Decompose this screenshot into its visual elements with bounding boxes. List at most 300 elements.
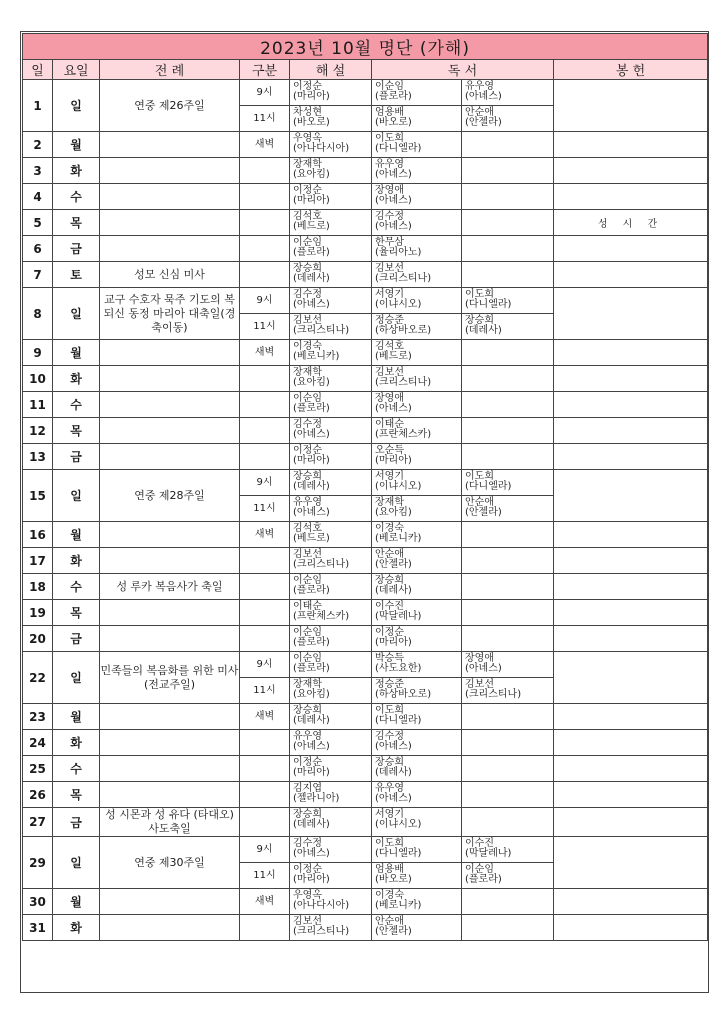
day-row bbox=[23, 288, 708, 314]
baptismal-name: (아녜스) bbox=[375, 195, 412, 206]
service-cell bbox=[554, 652, 708, 704]
person-name: 이태순 bbox=[375, 419, 404, 430]
reader-1-cell bbox=[372, 889, 462, 915]
person-name: 이경숙 bbox=[293, 341, 322, 352]
liturgy-cell bbox=[100, 782, 240, 808]
day-row bbox=[23, 548, 708, 574]
person-name: 김석호 bbox=[293, 211, 322, 222]
reader-2-cell bbox=[462, 837, 554, 863]
commentator-cell bbox=[290, 80, 372, 106]
time-slot bbox=[240, 600, 290, 626]
reader-2-cell bbox=[462, 808, 554, 837]
reader-1-cell bbox=[372, 470, 462, 496]
service-cell bbox=[554, 392, 708, 418]
reader-1-cell bbox=[372, 522, 462, 548]
reader-2-cell bbox=[462, 314, 554, 340]
baptismal-name: (요아킴) bbox=[293, 169, 330, 180]
weekday: 월 bbox=[53, 704, 100, 730]
weekday: 일 bbox=[53, 288, 100, 340]
day-number: 18 bbox=[23, 574, 53, 600]
baptismal-name: (크리스티나) bbox=[375, 273, 432, 284]
person-name: 서영기 bbox=[375, 289, 404, 300]
header-weekday: 요일 bbox=[53, 60, 100, 80]
person-name: 유우영 bbox=[375, 159, 404, 170]
liturgy-cell bbox=[100, 756, 240, 782]
day-row bbox=[23, 808, 708, 837]
weekday: 일 bbox=[53, 80, 100, 132]
person-name: 장재학 bbox=[293, 679, 322, 690]
day-row bbox=[23, 80, 708, 106]
time-slot bbox=[240, 158, 290, 184]
person-name: 이순임 bbox=[293, 237, 322, 248]
person-name: 오순득 bbox=[375, 445, 404, 456]
service-cell bbox=[554, 444, 708, 470]
person-name: 이정순 bbox=[375, 627, 404, 638]
commentator-cell bbox=[290, 678, 372, 704]
reader-2-cell bbox=[462, 522, 554, 548]
baptismal-name: (마리아) bbox=[375, 455, 412, 466]
page-title: 2023년 10월 명단 (가해) bbox=[23, 34, 708, 60]
reader-1-cell bbox=[372, 444, 462, 470]
liturgy-cell bbox=[100, 366, 240, 392]
baptismal-name: (다니엘라) bbox=[465, 299, 512, 310]
reader-2-cell bbox=[462, 184, 554, 210]
reader-1-cell bbox=[372, 158, 462, 184]
baptismal-name: (하상바오로) bbox=[375, 689, 432, 700]
service-cell bbox=[554, 470, 708, 522]
baptismal-name: (다니엘라) bbox=[375, 715, 422, 726]
commentator-cell bbox=[290, 808, 372, 837]
service-cell: 성 시 간 bbox=[554, 210, 708, 236]
baptismal-name: (아녜스) bbox=[375, 793, 412, 804]
baptismal-name: (아녜스) bbox=[375, 169, 412, 180]
baptismal-name: (하상바오로) bbox=[375, 325, 432, 336]
reader-1-cell bbox=[372, 574, 462, 600]
commentator-cell bbox=[290, 548, 372, 574]
person-name: 이도희 bbox=[465, 471, 494, 482]
baptismal-name: (이냐시오) bbox=[375, 481, 422, 492]
service-cell bbox=[554, 132, 708, 158]
reader-2-cell bbox=[462, 210, 554, 236]
person-name: 김수정 bbox=[375, 731, 404, 742]
baptismal-name: (프란체스카) bbox=[375, 429, 432, 440]
baptismal-name: (요아킴) bbox=[293, 689, 330, 700]
reader-1-cell bbox=[372, 626, 462, 652]
reader-1-cell bbox=[372, 678, 462, 704]
baptismal-name: (마리아) bbox=[293, 767, 330, 778]
day-row bbox=[23, 444, 708, 470]
day-row bbox=[23, 782, 708, 808]
weekday: 월 bbox=[53, 132, 100, 158]
service-cell bbox=[554, 184, 708, 210]
day-row bbox=[23, 210, 708, 236]
header-day: 일 bbox=[23, 60, 53, 80]
time-slot bbox=[240, 184, 290, 210]
baptismal-name: (마리아) bbox=[293, 455, 330, 466]
baptismal-name: (아녜스) bbox=[293, 507, 330, 518]
reader-2-cell bbox=[462, 262, 554, 288]
day-row bbox=[23, 756, 708, 782]
liturgy-cell bbox=[100, 158, 240, 184]
baptismal-name: (플로라) bbox=[375, 91, 412, 102]
liturgy-cell: 연중 제26주일 bbox=[100, 80, 240, 132]
day-number: 19 bbox=[23, 600, 53, 626]
baptismal-name: (안젤라) bbox=[375, 559, 412, 570]
baptismal-name: (마리아) bbox=[293, 874, 330, 885]
time-slot: 새벽 bbox=[240, 340, 290, 366]
person-name: 이도희 bbox=[465, 289, 494, 300]
reader-2-cell bbox=[462, 340, 554, 366]
baptismal-name: (아나다시아) bbox=[293, 900, 350, 911]
commentator-cell bbox=[290, 496, 372, 522]
liturgy-cell bbox=[100, 889, 240, 915]
person-name: 장재학 bbox=[375, 497, 404, 508]
weekday: 월 bbox=[53, 340, 100, 366]
day-row bbox=[23, 262, 708, 288]
commentator-cell bbox=[290, 782, 372, 808]
person-name: 김석호 bbox=[375, 341, 404, 352]
baptismal-name: (플로라) bbox=[293, 247, 330, 258]
time-slot: 11시 bbox=[240, 863, 290, 889]
day-row bbox=[23, 600, 708, 626]
reader-1-cell bbox=[372, 80, 462, 106]
reader-2-cell bbox=[462, 366, 554, 392]
reader-2-cell bbox=[462, 106, 554, 132]
weekday: 일 bbox=[53, 837, 100, 889]
person-name: 장영애 bbox=[375, 393, 404, 404]
reader-1-cell bbox=[372, 600, 462, 626]
weekday: 금 bbox=[53, 236, 100, 262]
day-row bbox=[23, 730, 708, 756]
day-number: 16 bbox=[23, 522, 53, 548]
person-name: 유우영 bbox=[293, 731, 322, 742]
time-slot: 9시 bbox=[240, 470, 290, 496]
commentator-cell bbox=[290, 730, 372, 756]
commentator-cell bbox=[290, 392, 372, 418]
commentator-cell bbox=[290, 288, 372, 314]
day-number: 9 bbox=[23, 340, 53, 366]
person-name: 이정순 bbox=[293, 81, 322, 92]
liturgy-cell: 성 시몬과 성 유다 (타대오) 사도축일 bbox=[100, 808, 240, 837]
commentator-cell bbox=[290, 837, 372, 863]
commentator-cell bbox=[290, 158, 372, 184]
service-cell bbox=[554, 574, 708, 600]
service-cell bbox=[554, 80, 708, 132]
reader-1-cell bbox=[372, 730, 462, 756]
baptismal-name: (마리아) bbox=[293, 91, 330, 102]
person-name: 김보선 bbox=[293, 549, 322, 560]
reader-2-cell bbox=[462, 470, 554, 496]
time-slot bbox=[240, 626, 290, 652]
baptismal-name: (아녜스) bbox=[293, 429, 330, 440]
baptismal-name: (베로니카) bbox=[375, 533, 422, 544]
time-slot: 새벽 bbox=[240, 704, 290, 730]
day-row bbox=[23, 132, 708, 158]
reader-2-cell bbox=[462, 600, 554, 626]
reader-1-cell bbox=[372, 366, 462, 392]
liturgy-cell: 성모 신심 미사 bbox=[100, 262, 240, 288]
roster-table bbox=[22, 33, 708, 941]
baptismal-name: (플로라) bbox=[293, 403, 330, 414]
baptismal-name: (크리스티나) bbox=[293, 559, 350, 570]
commentator-cell bbox=[290, 366, 372, 392]
time-slot: 11시 bbox=[240, 496, 290, 522]
baptismal-name: (아녜스) bbox=[293, 848, 330, 859]
person-name: 장승희 bbox=[465, 315, 494, 326]
person-name: 장승희 bbox=[375, 575, 404, 586]
day-number: 3 bbox=[23, 158, 53, 184]
baptismal-name: (바오로) bbox=[293, 117, 330, 128]
baptismal-name: (이냐시오) bbox=[375, 299, 422, 310]
day-row bbox=[23, 837, 708, 863]
person-name: 김보선 bbox=[293, 916, 322, 927]
commentator-cell bbox=[290, 470, 372, 496]
liturgy-cell bbox=[100, 600, 240, 626]
time-slot bbox=[240, 730, 290, 756]
weekday: 화 bbox=[53, 730, 100, 756]
service-cell bbox=[554, 288, 708, 340]
person-name: 정승준 bbox=[375, 679, 404, 690]
person-name: 장재학 bbox=[293, 159, 322, 170]
person-name: 엄용배 bbox=[375, 107, 404, 118]
baptismal-name: (크리스티나) bbox=[465, 689, 522, 700]
day-number: 4 bbox=[23, 184, 53, 210]
baptismal-name: (아녜스) bbox=[375, 221, 412, 232]
reader-1-cell bbox=[372, 106, 462, 132]
baptismal-name: (막달레나) bbox=[465, 848, 512, 859]
service-cell bbox=[554, 704, 708, 730]
person-name: 이순임 bbox=[293, 575, 322, 586]
liturgy-cell: 성 루카 복음사가 축일 bbox=[100, 574, 240, 600]
person-name: 서영기 bbox=[375, 809, 404, 820]
person-name: 이태순 bbox=[293, 601, 322, 612]
commentator-cell bbox=[290, 340, 372, 366]
day-number: 23 bbox=[23, 704, 53, 730]
reader-1-cell bbox=[372, 756, 462, 782]
day-number: 2 bbox=[23, 132, 53, 158]
liturgy-cell bbox=[100, 915, 240, 941]
day-row bbox=[23, 340, 708, 366]
weekday: 금 bbox=[53, 808, 100, 837]
baptismal-name: (베로니카) bbox=[293, 351, 340, 362]
reader-1-cell bbox=[372, 418, 462, 444]
time-slot bbox=[240, 574, 290, 600]
person-name: 유우영 bbox=[293, 497, 322, 508]
person-name: 김수정 bbox=[293, 838, 322, 849]
commentator-cell bbox=[290, 889, 372, 915]
baptismal-name: (다니엘라) bbox=[375, 848, 422, 859]
reader-2-cell bbox=[462, 730, 554, 756]
reader-2-cell bbox=[462, 158, 554, 184]
person-name: 이도희 bbox=[375, 838, 404, 849]
time-slot bbox=[240, 782, 290, 808]
day-number: 15 bbox=[23, 470, 53, 522]
reader-1-cell bbox=[372, 915, 462, 941]
person-name: 김보선 bbox=[375, 263, 404, 274]
day-row bbox=[23, 704, 708, 730]
baptismal-name: (플로라) bbox=[293, 663, 330, 674]
person-name: 이경숙 bbox=[375, 890, 404, 901]
person-name: 안순애 bbox=[375, 549, 404, 560]
header-service: 봉 헌 bbox=[554, 60, 708, 80]
header-commentary: 해 설 bbox=[290, 60, 372, 80]
baptismal-name: (이냐시오) bbox=[375, 819, 422, 830]
liturgy-cell bbox=[100, 626, 240, 652]
person-name: 박승득 bbox=[375, 653, 404, 664]
baptismal-name: (데레사) bbox=[375, 767, 412, 778]
weekday: 수 bbox=[53, 574, 100, 600]
time-slot: 새벽 bbox=[240, 889, 290, 915]
day-number: 25 bbox=[23, 756, 53, 782]
service-cell bbox=[554, 837, 708, 889]
person-name: 안순애 bbox=[465, 497, 494, 508]
baptismal-name: (크리스티나) bbox=[375, 377, 432, 388]
liturgy-cell bbox=[100, 184, 240, 210]
liturgy-cell bbox=[100, 392, 240, 418]
day-number: 5 bbox=[23, 210, 53, 236]
service-cell bbox=[554, 340, 708, 366]
header-row bbox=[23, 60, 708, 80]
person-name: 우영옥 bbox=[293, 890, 322, 901]
reader-2-cell bbox=[462, 80, 554, 106]
time-slot: 새벽 bbox=[240, 132, 290, 158]
person-name: 김보선 bbox=[465, 679, 494, 690]
person-name: 안순애 bbox=[465, 107, 494, 118]
liturgy-cell bbox=[100, 522, 240, 548]
service-cell bbox=[554, 889, 708, 915]
commentator-cell bbox=[290, 314, 372, 340]
day-number: 6 bbox=[23, 236, 53, 262]
service-cell bbox=[554, 262, 708, 288]
reader-2-cell bbox=[462, 704, 554, 730]
weekday: 월 bbox=[53, 522, 100, 548]
reader-1-cell bbox=[372, 496, 462, 522]
time-slot: 11시 bbox=[240, 314, 290, 340]
baptismal-name: (율리아노) bbox=[375, 247, 422, 258]
day-row bbox=[23, 574, 708, 600]
reader-1-cell bbox=[372, 782, 462, 808]
service-cell bbox=[554, 522, 708, 548]
time-slot bbox=[240, 444, 290, 470]
weekday: 화 bbox=[53, 158, 100, 184]
service-cell bbox=[554, 548, 708, 574]
reader-2-cell bbox=[462, 782, 554, 808]
reader-2-cell bbox=[462, 418, 554, 444]
service-cell bbox=[554, 756, 708, 782]
service-cell bbox=[554, 782, 708, 808]
weekday: 목 bbox=[53, 418, 100, 444]
reader-1-cell bbox=[372, 314, 462, 340]
person-name: 이수진 bbox=[375, 601, 404, 612]
baptismal-name: (플로라) bbox=[293, 637, 330, 648]
day-row bbox=[23, 522, 708, 548]
day-row bbox=[23, 184, 708, 210]
time-slot: 9시 bbox=[240, 288, 290, 314]
reader-2-cell bbox=[462, 626, 554, 652]
person-name: 장승희 bbox=[293, 471, 322, 482]
person-name: 장승희 bbox=[293, 263, 322, 274]
person-name: 우영옥 bbox=[293, 133, 322, 144]
day-row bbox=[23, 626, 708, 652]
person-name: 김지엽 bbox=[293, 783, 322, 794]
weekday: 화 bbox=[53, 548, 100, 574]
baptismal-name: (아나다시아) bbox=[293, 143, 350, 154]
service-cell bbox=[554, 418, 708, 444]
time-slot bbox=[240, 366, 290, 392]
commentator-cell bbox=[290, 756, 372, 782]
baptismal-name: (베로니카) bbox=[375, 900, 422, 911]
person-name: 엄용배 bbox=[375, 864, 404, 875]
reader-2-cell bbox=[462, 496, 554, 522]
baptismal-name: (데레사) bbox=[293, 273, 330, 284]
commentator-cell bbox=[290, 915, 372, 941]
liturgy-cell bbox=[100, 132, 240, 158]
baptismal-name: (막달레나) bbox=[375, 611, 422, 622]
person-name: 이정순 bbox=[293, 757, 322, 768]
weekday: 일 bbox=[53, 470, 100, 522]
day-row bbox=[23, 236, 708, 262]
baptismal-name: (데레사) bbox=[293, 715, 330, 726]
reader-2-cell bbox=[462, 889, 554, 915]
commentator-cell bbox=[290, 863, 372, 889]
service-cell bbox=[554, 730, 708, 756]
commentator-cell bbox=[290, 626, 372, 652]
service-cell bbox=[554, 158, 708, 184]
person-name: 김보선 bbox=[375, 367, 404, 378]
service-cell bbox=[554, 808, 708, 837]
person-name: 이수진 bbox=[465, 838, 494, 849]
liturgy-cell: 교구 수호자 묵주 기도의 복되신 동정 마리아 대축일(경축이동) bbox=[100, 288, 240, 340]
person-name: 이순임 bbox=[375, 81, 404, 92]
commentator-cell bbox=[290, 184, 372, 210]
baptismal-name: (요아킴) bbox=[375, 507, 412, 518]
baptismal-name: (베드로) bbox=[293, 533, 330, 544]
reader-2-cell bbox=[462, 444, 554, 470]
reader-2-cell bbox=[462, 863, 554, 889]
service-cell bbox=[554, 236, 708, 262]
time-slot: 9시 bbox=[240, 837, 290, 863]
liturgy-cell bbox=[100, 730, 240, 756]
day-number: 12 bbox=[23, 418, 53, 444]
commentator-cell bbox=[290, 704, 372, 730]
time-slot bbox=[240, 548, 290, 574]
liturgy-cell bbox=[100, 236, 240, 262]
time-slot bbox=[240, 236, 290, 262]
commentator-cell bbox=[290, 652, 372, 678]
person-name: 이도희 bbox=[375, 133, 404, 144]
liturgy-cell bbox=[100, 704, 240, 730]
day-number: 30 bbox=[23, 889, 53, 915]
reader-1-cell bbox=[372, 704, 462, 730]
day-number: 29 bbox=[23, 837, 53, 889]
reader-1-cell bbox=[372, 340, 462, 366]
reader-1-cell bbox=[372, 863, 462, 889]
baptismal-name: (아녜스) bbox=[293, 741, 330, 752]
reader-1-cell bbox=[372, 548, 462, 574]
person-name: 유우영 bbox=[375, 783, 404, 794]
person-name: 장재학 bbox=[293, 367, 322, 378]
liturgy-cell bbox=[100, 418, 240, 444]
baptismal-name: (아녜스) bbox=[375, 741, 412, 752]
reader-2-cell bbox=[462, 288, 554, 314]
liturgy-cell bbox=[100, 548, 240, 574]
service-cell bbox=[554, 915, 708, 941]
day-number: 27 bbox=[23, 808, 53, 837]
commentator-cell bbox=[290, 600, 372, 626]
baptismal-name: (안젤라) bbox=[465, 117, 502, 128]
reader-2-cell bbox=[462, 756, 554, 782]
baptismal-name: (데레사) bbox=[375, 585, 412, 596]
